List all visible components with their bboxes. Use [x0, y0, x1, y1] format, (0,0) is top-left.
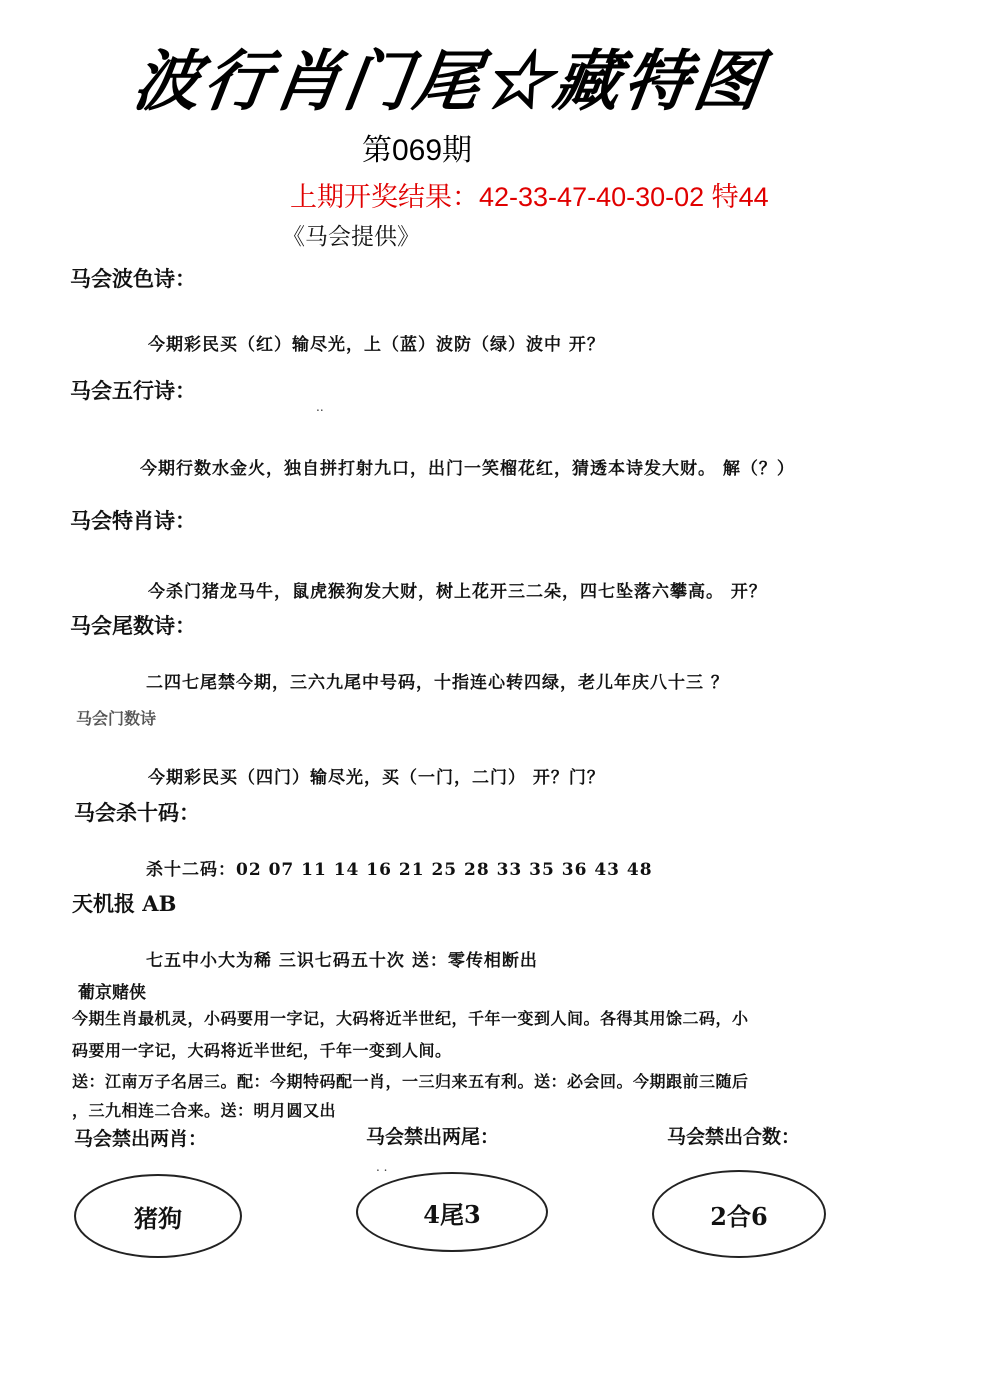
page-title: 波行肖门尾☆藏特图	[128, 42, 770, 120]
putian-line: 码要用一字记，大码将近半世纪，千年一变到人间。	[72, 1041, 452, 1060]
wave-color-poem: 今期彩民买（红）输尽光，上（蓝）波防（绿）波中 开？	[148, 335, 605, 355]
tail-number-poem: 二四七尾禁今期，三六九尾中号码，十指连心转四绿，老儿年庆八十三 ？	[146, 673, 729, 693]
issue-number: 第069期	[362, 134, 473, 167]
five-elements-heading: 马会五行诗：	[70, 378, 196, 403]
special-zodiac-poem: 今杀门猪龙马牛，鼠虎猴狗发大财，树上花开三二朵，四七坠落六攀高。 开？	[148, 582, 767, 602]
door-number-heading: 马会门数诗	[76, 709, 157, 728]
scan-dots: ..	[316, 400, 324, 414]
scan-dots: . .	[376, 1160, 388, 1174]
ban-zodiac-value: 猪狗	[134, 1203, 182, 1233]
door-number-poem: 今期彩民买（四门）输尽光，买（一门，二门） 开？门？	[148, 768, 605, 788]
ban-sum-label: 马会禁出合数：	[667, 1126, 801, 1148]
kill-ten-heading: 马会杀十码：	[74, 800, 200, 825]
ban-tail-value: 4尾3	[423, 1199, 481, 1229]
ban-sum-value: 2合6	[710, 1201, 768, 1231]
ban-tail-label: 马会禁出两尾：	[366, 1126, 500, 1148]
ban-zodiac-label: 马会禁出两肖：	[74, 1128, 208, 1150]
ban-sum-oval	[652, 1170, 826, 1258]
provider-label: 《马会提供》	[282, 224, 420, 250]
putian-line: 送：江南万子名居三。配：今期特码配一肖，一三归来五有利。送：必会回。今期跟前三随后	[72, 1072, 749, 1091]
special-zodiac-heading: 马会特肖诗：	[70, 508, 196, 533]
putian-line: ，三九相连二合来。送：明月圆又出	[72, 1101, 337, 1120]
putian-heading: 葡京赌侠	[78, 983, 146, 1003]
kill-ten-numbers: 杀十二码：02 07 11 14 16 21 25 28 33 35 36 43 48	[146, 860, 653, 880]
last-draw-result: 上期开奖结果：42-33-47-40-30-02 特44	[290, 182, 769, 212]
wave-color-heading: 马会波色诗：	[70, 266, 196, 291]
ban-tail-oval	[356, 1172, 548, 1252]
ban-zodiac-oval	[74, 1174, 242, 1258]
tianji-text: 七五中小大为稀 三识七码五十次 送：零传相断出	[146, 951, 538, 971]
putian-line: 今期生肖最机灵，小码要用一字记，大码将近半世纪，千年一变到人间。各得其用馀二码，小	[72, 1009, 749, 1028]
tianji-heading: 天机报 AB	[72, 891, 177, 916]
five-elements-poem: 今期行数水金火，独自拼打射九口，出门一笑榴花红，猜透本诗发大财。 解（？）	[140, 459, 795, 479]
tail-number-heading: 马会尾数诗：	[70, 613, 196, 638]
